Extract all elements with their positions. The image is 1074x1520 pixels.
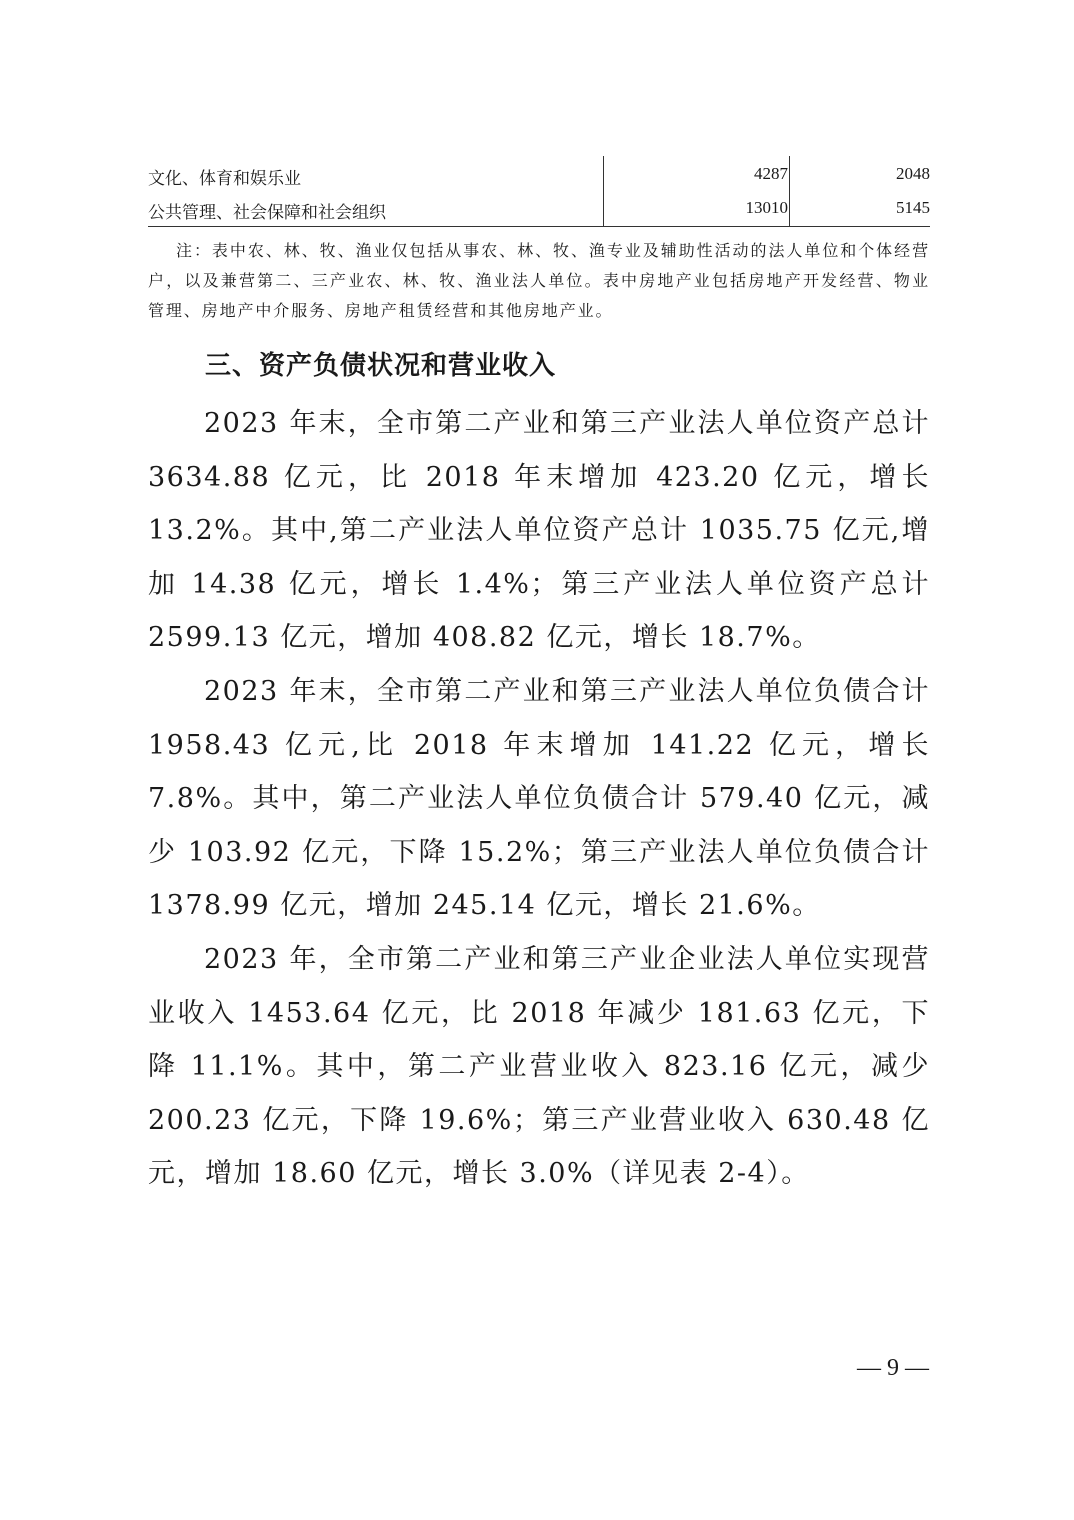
- table-bottom-rule: [148, 226, 930, 227]
- statistics-table-fragment: [148, 156, 930, 224]
- paragraph-liabilities: 2023 年末，全市第二产业和第三产业法人单位负债合计 1958.43 亿元,比 2018 年末增加 141.22 亿元，增长 7.8%。其中，第二产业法人单位负债合计 579.40 亿元，减少 103.92 亿元，下降 15.2%；第三产业法人单位负债合计 1378.99 亿元，增加 245.14 亿元，增长 21.6%。: [148, 676, 930, 921]
- table-row: [148, 156, 930, 190]
- paragraph-assets: 2023 年末，全市第二产业和第三产业法人单位资产总计 3634.88 亿元，比 2018 年末增加 423.20 亿元，增长 13.2%。其中,第二产业法人单位资产总计 1035.75 亿元,增加 14.38 亿元，增长 1.4%；第三产业法人单位资产总计 2599.13 亿元，增加 408.82 亿元，增长 18.7%。: [148, 408, 930, 653]
- paragraph-revenue: 2023 年，全市第二产业和第三产业企业法人单位实现营业收入 1453.64 亿元，比 2018 年减少 181.63 亿元，下降 11.1%。其中，第二产业营业收入 823.16 亿元，减少 200.23 亿元，下降 19.6%；第三产业营业收入 630.48 亿元，增加 18.60 亿元，增长 3.0%（详见表 2-4）。: [148, 944, 930, 1189]
- table-note: 注：表中农、林、牧、渔业仅包括从事农、林、牧、渔专业及辅助性活动的法人单位和个体经营户，以及兼营第二、三产业农、林、牧、渔业法人单位。表中房地产业包括房地产开发经营、物业管理、房地产中介服务、房地产租赁经营和其他房地产业。: [148, 241, 930, 320]
- table-cell-value: 4287: [754, 164, 788, 183]
- page-number: — 9 —: [857, 1355, 929, 1381]
- industry-name: 公共管理、社会保障和社会组织: [148, 203, 386, 223]
- table-cell-value: 2048: [896, 164, 930, 183]
- table-row: [148, 190, 930, 224]
- table-cell-value: 5145: [896, 198, 930, 217]
- table-cell-value: 13010: [745, 198, 788, 217]
- industry-name: 文化、体育和娱乐业: [148, 169, 301, 189]
- section-heading: 三、资产负债状况和营业收入: [205, 351, 557, 381]
